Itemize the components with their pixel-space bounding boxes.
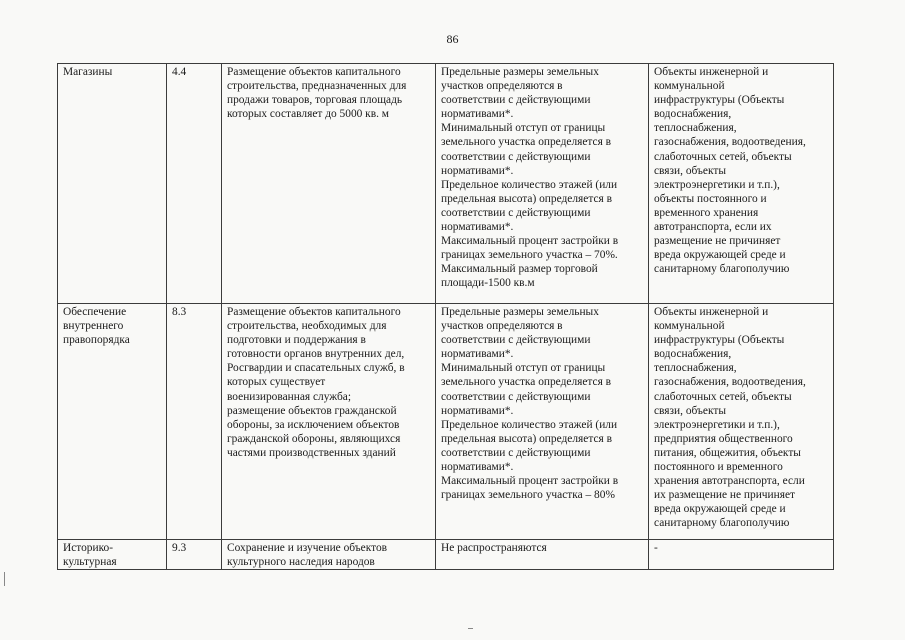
text-line: санитарному благополучию — [654, 517, 790, 530]
text-line: правопорядка — [63, 334, 130, 347]
cell-use-code: 9.3 — [167, 540, 222, 570]
text-line: Предельные размеры земельных — [441, 66, 599, 78]
text-line: готовности органов внутренних дел, — [227, 348, 405, 361]
text-line: связи, объекты — [654, 164, 726, 177]
text-line: инфраструктуры (Объекты — [654, 94, 785, 107]
cell-parameters — [436, 540, 649, 570]
text-line: Сохранение и изучение объектов — [227, 542, 388, 554]
cell-use-description — [222, 540, 436, 570]
text-line: предприятия общественного — [654, 432, 793, 445]
scan-artifact — [4, 572, 5, 586]
text-line: строительства, необходимых для — [227, 320, 387, 333]
text-line: строительства, предназначенных для — [227, 80, 407, 93]
text-line: постоянного и временного — [654, 461, 783, 474]
page-number: 86 — [446, 32, 459, 46]
land-use-table — [57, 63, 834, 570]
text-line: нормативами*. — [441, 221, 514, 234]
text-line: культурного наследия народов — [227, 556, 375, 569]
text-line: площади-1500 кв.м — [441, 277, 535, 290]
text-line: участков определяются в — [441, 80, 563, 93]
text-line: газоснабжения, водоотведения, — [654, 136, 806, 149]
cell-use-description — [222, 304, 436, 540]
scan-artifact — [468, 628, 473, 629]
text-line: Максимальный размер торговой — [441, 263, 598, 276]
table-body — [58, 64, 834, 570]
text-line: внутреннего — [63, 320, 124, 333]
text-line: гражданской обороны, являющихся — [227, 432, 401, 445]
text-line: - — [654, 542, 658, 554]
text-line: нормативами*. — [441, 404, 514, 417]
text-line: нормативами*. — [441, 164, 514, 177]
text-line: соответствии с действующими — [441, 94, 591, 107]
text-line: временного хранения — [654, 206, 759, 219]
text-line: Максимальный процент застройки в — [441, 235, 619, 248]
text-line: связи, объекты — [654, 404, 726, 417]
text-line: Росгвардии и спасательных служб, в — [227, 362, 405, 375]
text-line: земельного участка определяется в — [441, 376, 612, 389]
text-line: электроэнергетики и т.п.), — [654, 418, 780, 431]
cell-use-code: 4.4 — [167, 64, 222, 304]
text-line: которых составляет до 5000 кв. м — [227, 108, 389, 121]
text-line: электроэнергетики и т.п.), — [654, 178, 780, 191]
text-line: водоснабжения, — [654, 108, 732, 121]
text-line: Объекты инженерной и — [654, 66, 769, 78]
text-line: объекты постоянного и — [654, 192, 767, 205]
cell-parameters — [436, 64, 649, 304]
text-line: вреда окружающей среде и — [654, 503, 786, 516]
text-line: соответствии с действующими — [441, 334, 591, 347]
text-line: границах земельного участка – 70%. — [441, 249, 618, 262]
text-line: Минимальный отступ от границы — [441, 122, 606, 135]
text-line: подготовки и поддержания в — [227, 334, 366, 347]
cell-use-name — [58, 64, 167, 304]
text-line: которых существует — [227, 376, 326, 389]
text-line: нормативами*. — [441, 348, 514, 361]
text-line: соответствии с действующими — [441, 390, 591, 403]
text-line: культурная — [63, 556, 117, 569]
text-line: участков определяются в — [441, 320, 563, 333]
text-line: газоснабжения, водоотведения, — [654, 376, 806, 389]
text-line: Историко- — [63, 542, 114, 554]
text-line: предельная высота) определяется в — [441, 432, 612, 445]
text-line: Максимальный процент застройки в — [441, 475, 619, 488]
text-line: инфраструктуры (Объекты — [654, 334, 785, 347]
text-line: соответствии с действующими — [441, 446, 591, 459]
text-line: Предельное количество этажей (или — [441, 178, 618, 191]
text-line: Минимальный отступ от границы — [441, 362, 606, 375]
text-line: нормативами*. — [441, 461, 514, 474]
text-line: предельная высота) определяется в — [441, 192, 612, 205]
text-line: слаботочных сетей, объекты — [654, 390, 792, 403]
cell-use-code: 8.3 — [167, 304, 222, 540]
table-row — [58, 64, 834, 304]
text-line: Размещение объектов капитального — [227, 66, 401, 78]
text-line: теплоснабжения, — [654, 362, 737, 375]
text-line: частями производственных зданий — [227, 446, 396, 459]
table-row — [58, 304, 834, 540]
text-line: нормативами*. — [441, 108, 514, 121]
text-line: Предельные размеры земельных — [441, 306, 599, 318]
text-line: коммунальной — [654, 320, 725, 333]
text-line: обороны, за исключением объектов — [227, 418, 400, 431]
text-line: Размещение объектов капитального — [227, 306, 401, 318]
text-line: соответствии с действующими — [441, 150, 591, 163]
cell-auxiliary-uses — [649, 540, 834, 570]
cell-use-name — [58, 540, 167, 570]
text-line: хранения автотранспорта, если — [654, 475, 805, 488]
text-line: земельного участка определяется в — [441, 136, 612, 149]
text-line: соответствии с действующими — [441, 206, 591, 219]
text-line: коммунальной — [654, 80, 725, 93]
text-line: Объекты инженерной и — [654, 306, 769, 318]
text-line: размещение объектов гражданской — [227, 404, 397, 417]
text-line: санитарному благополучию — [654, 263, 790, 276]
text-line: водоснабжения, — [654, 348, 732, 361]
text-line: Предельное количество этажей (или — [441, 418, 618, 431]
cell-use-description — [222, 64, 436, 304]
cell-auxiliary-uses — [649, 64, 834, 304]
text-line: военизированная служба; — [227, 390, 352, 403]
text-line: Обеспечение — [63, 306, 127, 318]
text-line: слаботочных сетей, объекты — [654, 150, 792, 163]
cell-use-name — [58, 304, 167, 540]
table-row — [58, 540, 834, 570]
text-line: границах земельного участка – 80% — [441, 489, 615, 502]
cell-auxiliary-uses — [649, 304, 834, 540]
text-line: вреда окружающей среде и — [654, 249, 786, 262]
cell-parameters — [436, 304, 649, 540]
text-line: автотранспорта, если их — [654, 221, 772, 234]
text-line: Магазины — [63, 66, 113, 78]
text-line: Не распространяются — [441, 542, 547, 554]
text-line: продажи товаров, торговая площадь — [227, 94, 403, 107]
text-line: теплоснабжения, — [654, 122, 737, 135]
text-line: питания, общежития, объекты — [654, 446, 801, 459]
text-line: размещение не причиняет — [654, 235, 781, 248]
text-line: их размещение не причиняет — [654, 489, 795, 502]
